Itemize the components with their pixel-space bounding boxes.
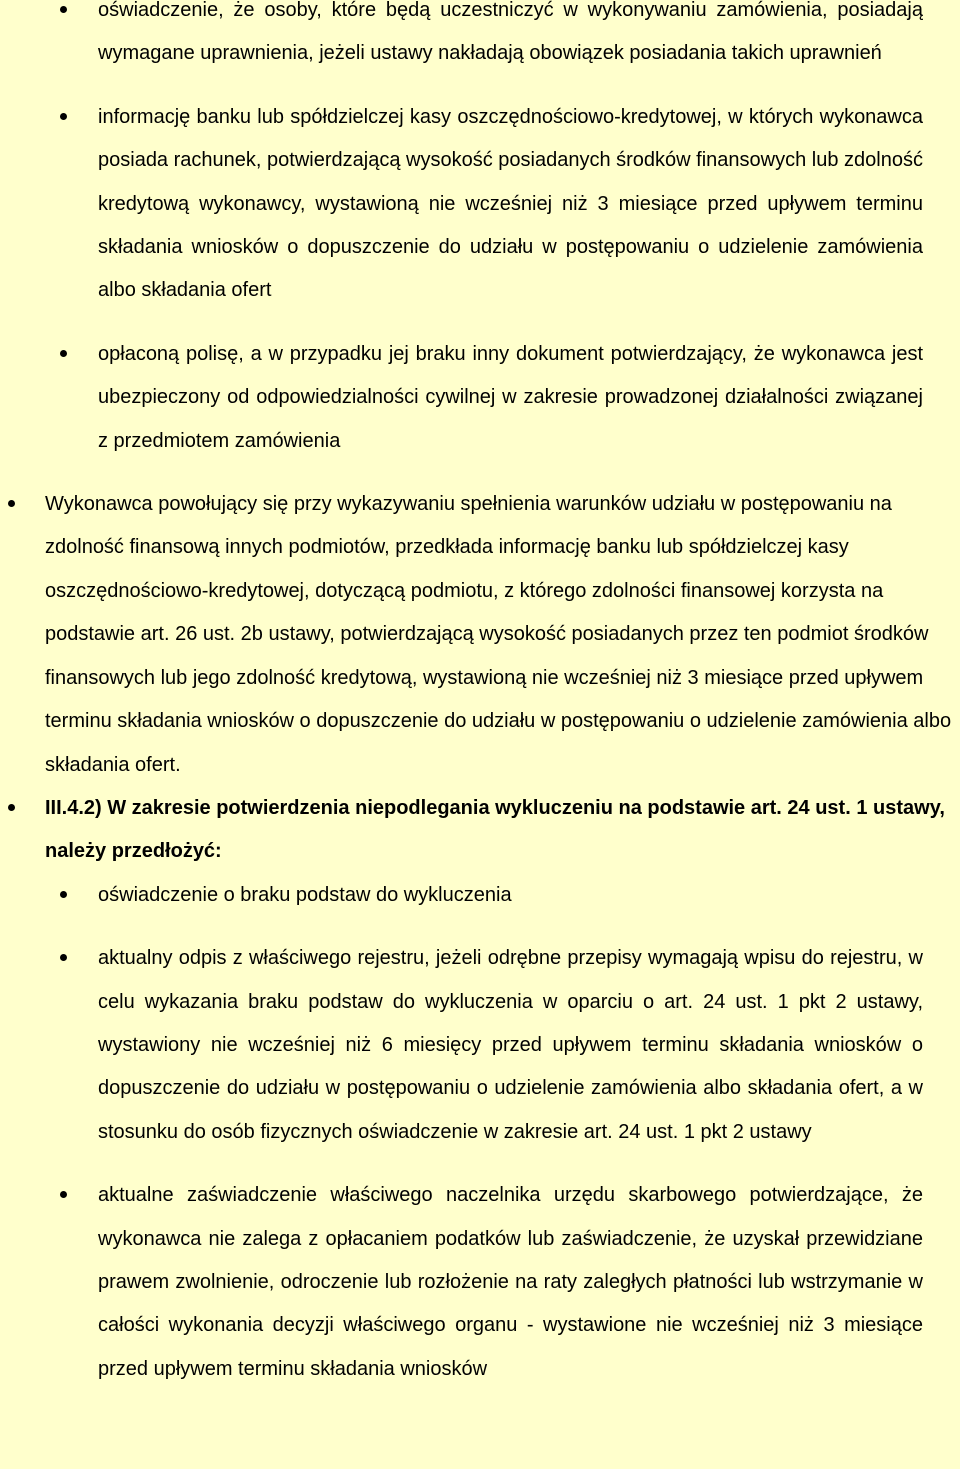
paragraph-text: Wykonawca powołujący się przy wykazywaniu spełnienia warunków udziału w postępowaniu na zdolność finansową innych podmiotów, przedkłada informację banku lub spółdzielczej kasy oszczędnościowo-kredytowej, dotyczącą podmiotu, z którego zdolności finansowej korzysta na podstawie art. 26 ust. 2b ustawy, potwierdzającą wysokość posiadanych przez ten podmiot środków finansowych lub jego zdolność kredytową, wystawioną nie wcześniej niż 3 miesiące przed upływem terminu składania wniosków o dopuszczenie do udziału w postępowaniu o udzielenie zamówienia albo składania ofert. [45,493,952,776]
bullet-icon [8,804,15,811]
bullet-icon [60,954,67,961]
list-item [98,333,923,463]
list-item-text: aktualny odpis z właściwego rejestru, jeżeli odrębne przepisy wymagają wpisu do rejestru, w celu wykazania braku podstaw do wykluczenia w oparciu o art. 24 ust. 1 pkt 2 ustawy, wystawiony nie wcześniej niż 6 miesięcy przed upływem terminu składania wniosków o dopuszczenie do udziału w postępowaniu o udzielenie zamówienia albo składania ofert, a w stosunku do osób fizycznych oświadczenie w zakresie art. 24 ust. 1 pkt 2 ustawy [98,947,923,1143]
list-item [98,96,923,313]
section-heading: III.4.2) W zakresie potwierdzenia niepodlegania wykluczeniu na podstawie art. 24 ust. 1 ustawy, należy przedłożyć: [45,796,945,863]
bullet-icon [60,891,67,898]
bullet-icon [60,1191,67,1198]
list-item-text: oświadczenie, że osoby, które będą uczestniczyć w wykonywaniu zamówienia, posiadają wymagane uprawnienia, jeżeli ustawy nakładają obowiązek posiadania takich uprawnień [98,0,923,65]
list-item [98,1174,923,1391]
list-item [45,787,957,874]
bullet-icon [8,500,15,507]
list-item [98,937,923,1154]
list-item [45,483,957,787]
list-item [98,0,923,76]
requirements-list-exclusion [98,874,923,1391]
requirements-list-financial [98,0,923,463]
bullet-icon [60,350,67,357]
list-item [98,874,923,917]
list-item-text: opłaconą polisę, a w przypadku jej braku inny dokument potwierdzający, że wykonawca jest ubezpieczony od odpowiedzialności cywilnej w zakresie prowadzonej działalności związanej z przedmiotem zamówienia [98,342,923,452]
bullet-icon [60,6,67,13]
list-item-text: oświadczenie o braku podstaw do wykluczenia [98,883,512,906]
bullet-icon [60,113,67,120]
outer-list [45,483,957,874]
list-item-text: aktualne zaświadczenie właściwego naczelnika urzędu skarbowego potwierdzające, że wykonawca nie zalega z opłacaniem podatków lub zaświadczenie, że uzyskał przewidziane prawem zwolnienie, odroczenie lub rozłożenie na raty zaległych płatności lub wstrzymanie w całości wykonania decyzji właściwego organu - wystawione nie wcześniej niż 3 miesiące przed upływem terminu składania wniosków [98,1184,923,1380]
list-item-text: informację banku lub spółdzielczej kasy oszczędnościowo-kredytowej, w których wykonawca posiada rachunek, potwierdzającą wysokość posiadanych środków finansowych lub zdolność kredytową wykonawcy, wystawioną nie wcześniej niż 3 miesiące przed upływem terminu składania wniosków o dopuszczenie do udziału w postępowaniu o udzielenie zamówienia albo składania ofert [98,105,923,302]
